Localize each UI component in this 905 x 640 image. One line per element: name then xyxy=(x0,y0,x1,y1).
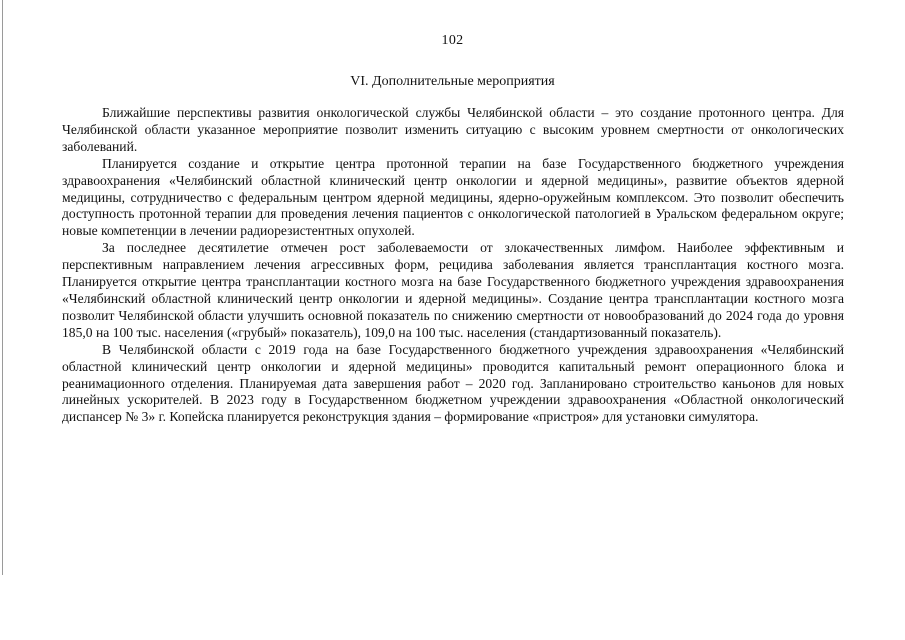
section-title: VI. Дополнительные мероприятия xyxy=(350,74,555,89)
paragraph-proton-center: Ближайшие перспективы развития онкологической службы Челябинской области – это создание протонного центра. Для Челябинской области указанное мероприятие позволит изменить ситуацию с высоким уровнем смертности от онкологических заболеваний. xyxy=(62,105,844,154)
paragraph-bone-marrow: За последнее десятилетие отмечен рост заболеваемости от злокачественных лимфом. Наиболее эффективным и перспективным направлением лечения агрессивных форм, рецидива заболевания является трансплантация костного мозга. Планируется открытие центра трансплантации костного мозга на базе Государственного бюджетного учреждения здравоохранения «Челябинский областной клинический центр онкологии и ядерной медицины». Создание центра трансплантации костного мозга позволит Челябинской области улучшить основной показатель по снижению смертности от новообразований до 2024 года до уровня 185,0 на 100 тыс. населения («грубый» показатель), 109,0 на 100 тыс. населения (стандартизованный показатель). xyxy=(62,240,844,340)
page-number: 102 xyxy=(441,33,464,48)
paragraph-proton-therapy: Планируется создание и открытие центра протонной терапии на базе Государственного бюджетного учреждения здравоохранения «Челябинский областной клинический центр онкологии и ядерной медицины», развитие объектов ядерной медицины, сотрудничество с федеральным центром ядерной медицины, ядерно-оружейным комплексом. Это позволит обеспечить доступность протонной терапии для проведения лечения пациентов с онкологической патологией в Уральском федеральном округе; новые компетенции в лечении радиорезистентных опухолей. xyxy=(62,155,844,239)
paragraph-renovation: В Челябинской области с 2019 года на базе Государственного бюджетного учреждения здравоохранения «Челябинский областной клинический центр онкологии и ядерной медицины» проводится капитальный ремонт операционного блока и реанимационного отделения. Планируемая дата завершения работ – 2020 год. Запланировано строительство каньонов для новых линейных ускорителей. В 2023 году в Государственном бюджетном учреждении здравоохранения «Областной онкологический диспансер № 3» г. Копейска планируется реконструкция здания – формирование «пристроя» для установки симулятора. xyxy=(62,341,844,425)
document-body xyxy=(62,105,844,426)
